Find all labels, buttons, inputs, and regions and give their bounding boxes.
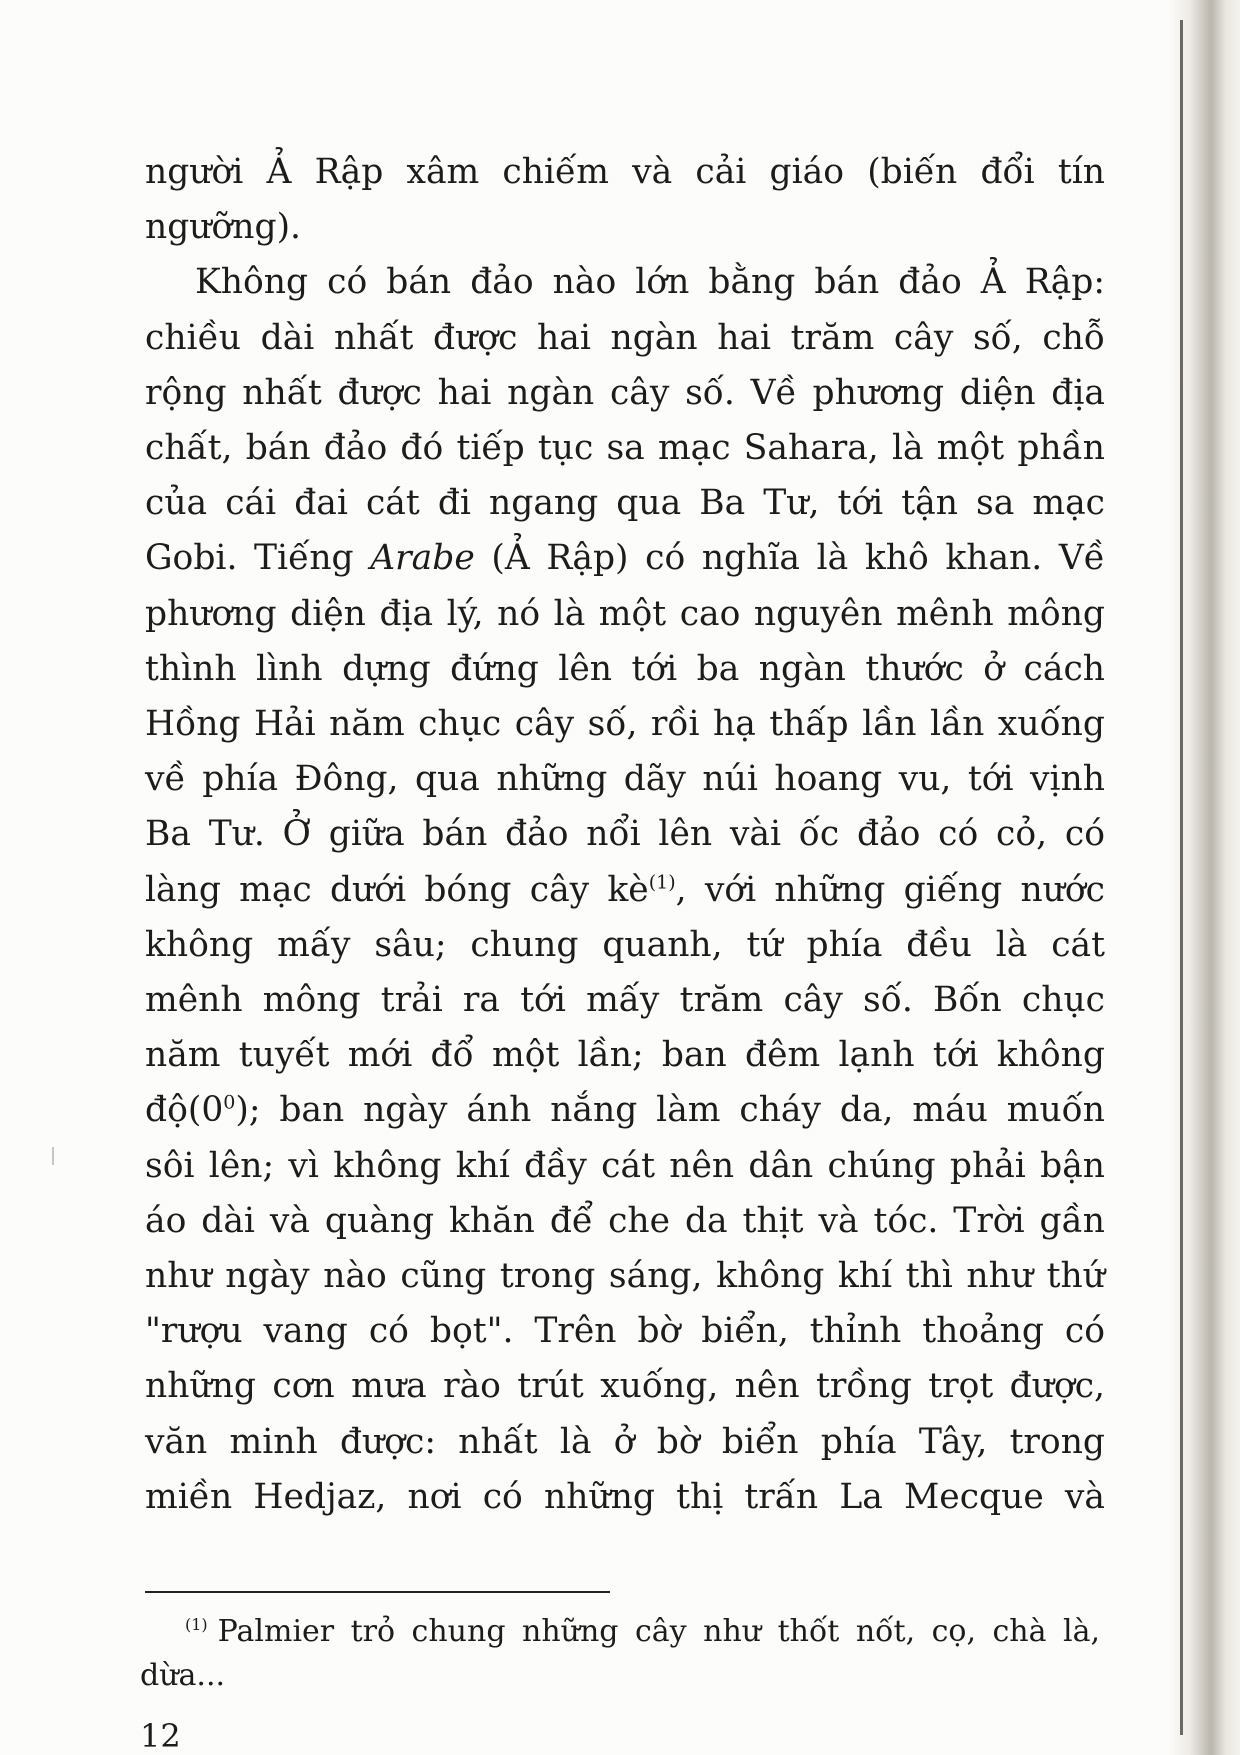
text-line: những cơn mưa rào trút xuống, nên trồng trọt được,: [145, 1366, 1105, 1407]
text-line: Ba Tư. Ở giữa bán đảo nổi lên vài ốc đảo có cỏ, có: [145, 814, 1105, 855]
footnote-line: dừa...: [140, 1658, 226, 1693]
footnote-text: Palmier trỏ chung những cây như thốt nốt, cọ, chà là,: [217, 1614, 1100, 1649]
text-line: [145, 531, 1105, 586]
text-run: làng mạc dưới bóng cây kè: [145, 869, 649, 910]
superscript-zero: 0: [223, 1091, 236, 1114]
text-run: ); ban ngày ánh nắng làm cháy da, máu muốn: [235, 1090, 1105, 1131]
italic-term: Arabe: [370, 538, 475, 579]
text-line: Không có bán đảo nào lớn bằng bán đảo Ả Rập:: [195, 262, 1105, 303]
main-text: [145, 145, 1105, 1525]
page-spine-edge-line: [1180, 20, 1183, 1735]
text-line: "rượu vang có bọt". Trên bờ biển, thỉnh thoảng có: [145, 1311, 1105, 1352]
text-line: sôi lên; vì không khí đầy cát nên dân chúng phải bận: [145, 1145, 1105, 1186]
text-line: Hồng Hải năm chục cây số, rồi hạ thấp lần lần xuống: [145, 704, 1105, 745]
text-line: miền Hedjaz, nơi có những thị trấn La Mecque và: [145, 1476, 1105, 1517]
text-run: , với những giếng nước: [675, 869, 1105, 910]
scan-speck: [52, 1147, 54, 1165]
text-line: [145, 863, 1105, 918]
text-line: về phía Đông, qua những dãy núi hoang vu, tới vịnh: [145, 759, 1105, 800]
text-line: năm tuyết mới đổ một lần; ban đêm lạnh tới không: [145, 1035, 1105, 1076]
text-line: rộng nhất được hai ngàn cây số. Về phương diện địa: [145, 372, 1105, 413]
text-line: của cái đai cát đi ngang qua Ba Tư, tới tận sa mạc: [145, 483, 1105, 524]
text-line: [145, 1083, 1105, 1138]
text-run: độ(0: [145, 1090, 224, 1131]
page-spine-shadow: [1168, 0, 1240, 1755]
text-line: chiều dài nhất được hai ngàn hai trăm cây số, chỗ: [145, 317, 1105, 358]
text-line: chất, bán đảo đó tiếp tục sa mạc Sahara, là một phần: [145, 428, 1105, 469]
footnote: [140, 1610, 1100, 1698]
text-line: văn minh được: nhất là ở bờ biển phía Tây, trong: [145, 1421, 1105, 1462]
text-line: không mấy sâu; chung quanh, tứ phía đều là cát: [145, 924, 1105, 965]
footnote-line: [140, 1610, 1100, 1654]
text-line: người Ả Rập xâm chiếm và cải giáo (biến đổi tín: [145, 152, 1105, 192]
text-run: (Ả Rập) có nghĩa là khô khan. Về: [491, 538, 1106, 579]
text-line: như ngày nào cũng trong sáng, không khí thì như thứ: [145, 1256, 1105, 1297]
text-line: mênh mông trải ra tới mấy trăm cây số. Bốn chục: [145, 980, 1105, 1021]
text-line: thình lình dựng đứng lên tới ba ngàn thước ở cách: [145, 648, 1105, 689]
footnote-marker: (1): [185, 1615, 208, 1634]
page-number: 12: [140, 1717, 181, 1755]
footnote-divider: [145, 1591, 610, 1593]
text-run: Gobi. Tiếng: [145, 538, 354, 579]
text-line: ngưỡng).: [145, 207, 302, 248]
footnote-reference: (1): [648, 871, 676, 894]
text-line: áo dài và quàng khăn để che da thịt và tóc. Trời gần: [145, 1200, 1105, 1241]
text-line: phương diện địa lý, nó là một cao nguyên mênh mông: [145, 593, 1105, 634]
